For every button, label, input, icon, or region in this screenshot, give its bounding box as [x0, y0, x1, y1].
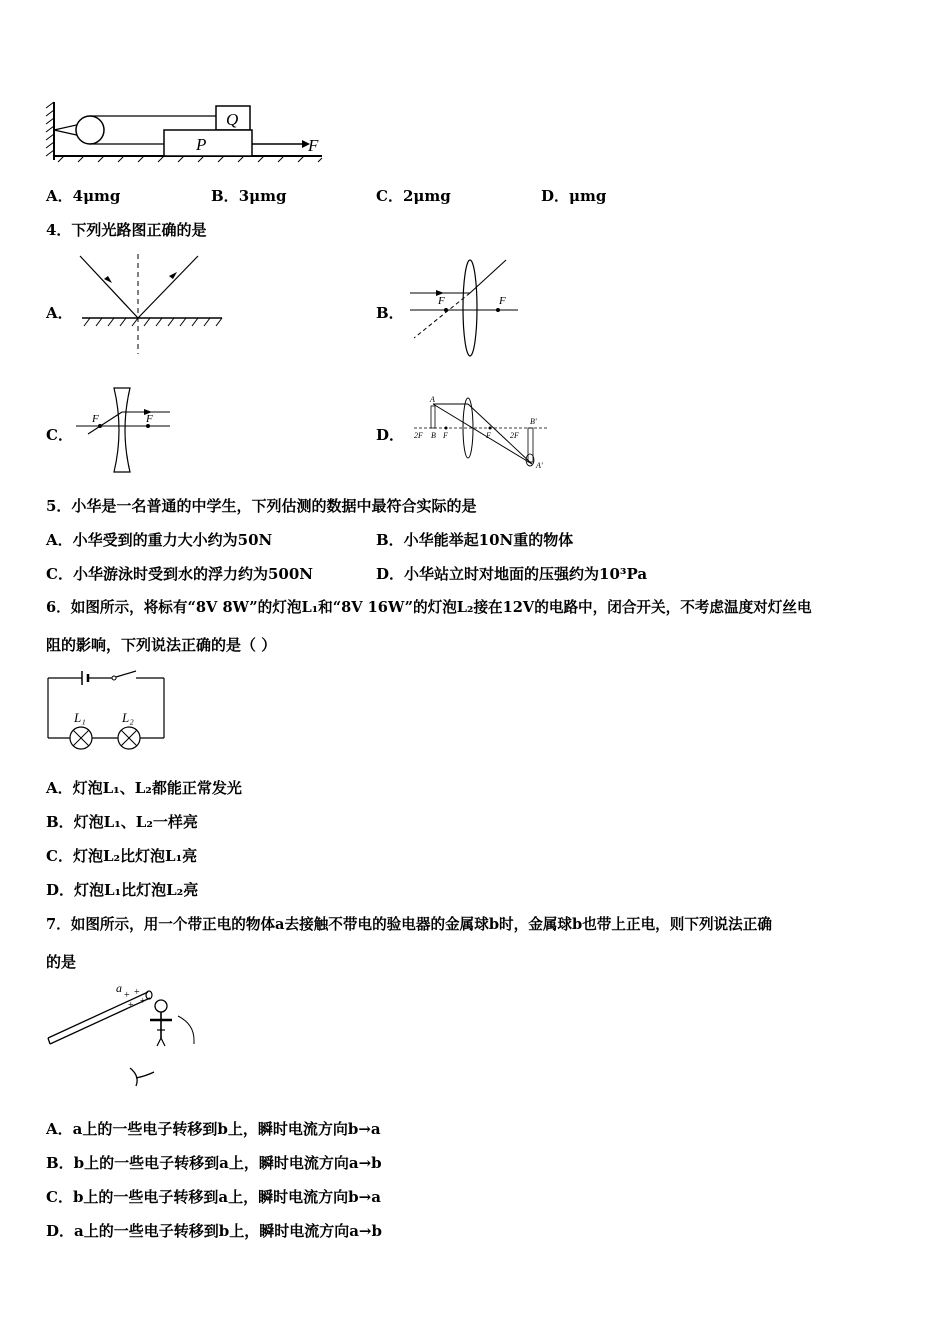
q7-electroscope-figure	[44, 980, 204, 1092]
q3-option-d: D．μmg	[541, 187, 607, 205]
q7-option-d: D．a上的一些电子转移到b上，瞬时电流方向a→b	[46, 1222, 382, 1240]
svg-text:F: F	[499, 295, 506, 307]
svg-text:B': B'	[530, 417, 537, 426]
svg-text:+: +	[134, 987, 140, 998]
q3-option-b: B．3μmg	[211, 187, 287, 205]
q4-stem: 4．下列光路图正确的是	[46, 221, 207, 239]
q3-option-a: A．4μmg	[46, 187, 121, 205]
q6-option-b: B．灯泡L₁、L₂一样亮	[46, 813, 198, 831]
p-label: P	[196, 135, 207, 154]
svg-text:F: F	[438, 295, 445, 307]
svg-text:F: F	[92, 413, 99, 425]
q4-convex-lens-figure	[406, 258, 521, 358]
svg-text:+: +	[128, 1000, 134, 1011]
q6-stem-line2: 阻的影响，下列说法正确的是（ ）	[46, 636, 277, 654]
q7-option-b: B．b上的一些电子转移到a上，瞬时电流方向a→b	[46, 1154, 382, 1172]
q6-option-c: C．灯泡L₂比灯泡L₁亮	[46, 847, 198, 865]
q4-concave-lens-figure	[74, 386, 174, 474]
q3-pulley-figure	[44, 100, 329, 166]
q5-option-a: A．小华受到的重力大小约为50N	[46, 531, 273, 549]
q6-stem-line1: 6．如图所示，将标有“8V 8W”的灯泡L₁和“8V 16W”的灯泡L₂接在12V的电路中，闭合开关，不考虑温度对灯丝电	[46, 599, 812, 616]
svg-text:2F: 2F	[510, 431, 519, 440]
a-label: a	[116, 981, 122, 995]
svg-text:2F: 2F	[414, 431, 423, 440]
svg-text:A: A	[430, 395, 435, 404]
q-label: Q	[226, 110, 239, 129]
svg-text:F: F	[443, 431, 448, 440]
q5-option-c: C．小华游泳时受到水的浮力约为500N	[46, 565, 313, 583]
q3-option-c: C．2μmg	[376, 187, 451, 205]
q4-reflection-figure	[76, 252, 226, 356]
q7-option-a: A．a上的一些电子转移到b上，瞬时电流方向b→a	[46, 1120, 381, 1138]
q5-stem: 5．小华是一名普通的中学生，下列估测的数据中最符合实际的是	[46, 497, 477, 515]
l1-label: L₁	[74, 710, 86, 725]
svg-text:+: +	[140, 996, 146, 1007]
l2-label: L₂	[122, 710, 134, 725]
svg-text:F: F	[486, 431, 491, 440]
svg-text:B: B	[431, 431, 436, 440]
f-label: F	[308, 136, 319, 155]
q5-option-d: D．小华站立时对地面的压强约为10³Pa	[376, 565, 648, 583]
svg-text:A': A'	[536, 461, 543, 470]
q5-option-b: B．小华能举起10N重的物体	[376, 531, 574, 549]
q6-option-d: D．灯泡L₁比灯泡L₂亮	[46, 881, 199, 899]
q7-option-c: C．b上的一些电子转移到a上，瞬时电流方向b→a	[46, 1188, 381, 1206]
q6-option-a: A．灯泡L₁、L₂都能正常发光	[46, 779, 242, 797]
svg-text:F: F	[146, 413, 153, 425]
q6-circuit-figure	[44, 670, 170, 754]
q4-label-c: C．	[46, 426, 73, 444]
q4-image-formation-figure	[412, 392, 552, 472]
q4-label-a: A．	[46, 304, 73, 322]
q7-stem-line1: 7．如图所示，用一个带正电的物体a去接触不带电的验电器的金属球b时，金属球b也带上正电，则下列说法正确	[46, 916, 772, 933]
q4-label-d: D．	[376, 426, 405, 444]
q4-label-b: B．	[376, 304, 404, 322]
q7-stem-line2: 的是	[46, 953, 77, 971]
svg-text:+: +	[124, 990, 130, 1001]
